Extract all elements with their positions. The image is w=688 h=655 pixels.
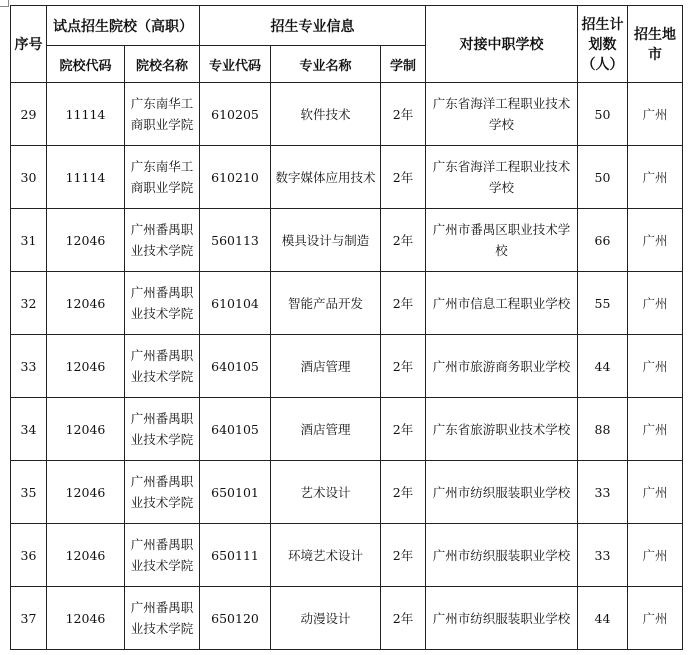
table-row xyxy=(11,272,683,335)
header-pilot-college: 试点招生院校（高职） xyxy=(47,6,200,46)
cell-major-name: 智能产品开发 xyxy=(271,272,381,335)
cell-college-name: 广州番禺职业技术学院 xyxy=(125,209,200,272)
table-row xyxy=(11,398,683,461)
cell-seq: 36 xyxy=(11,524,47,587)
cell-plan: 66 xyxy=(578,209,628,272)
cell-college-code: 12046 xyxy=(47,335,125,398)
header-years: 学制 xyxy=(381,46,426,83)
cell-years: 2年 xyxy=(381,461,426,524)
cell-college-name: 广州番禺职业技术学院 xyxy=(125,272,200,335)
cell-city: 广州 xyxy=(628,146,683,209)
cell-city: 广州 xyxy=(628,587,683,650)
cell-plan: 55 xyxy=(578,272,628,335)
cell-college-name: 广州番禺职业技术学院 xyxy=(125,587,200,650)
cell-college-code: 12046 xyxy=(47,461,125,524)
cell-major-code: 610210 xyxy=(200,146,271,209)
cell-seq: 34 xyxy=(11,398,47,461)
cell-city: 广州 xyxy=(628,524,683,587)
cell-major-name: 艺术设计 xyxy=(271,461,381,524)
header-college-code: 院校代码 xyxy=(47,46,125,83)
cell-years: 2年 xyxy=(381,587,426,650)
cell-major-code: 560113 xyxy=(200,209,271,272)
header-major-name: 专业名称 xyxy=(271,46,381,83)
cell-college-name: 广东南华工商职业学院 xyxy=(125,83,200,146)
cell-college-name: 广州番禺职业技术学院 xyxy=(125,335,200,398)
cell-seq: 32 xyxy=(11,272,47,335)
table-row xyxy=(11,83,683,146)
cell-college-code: 12046 xyxy=(47,524,125,587)
cell-major-code: 610205 xyxy=(200,83,271,146)
table-row xyxy=(11,146,683,209)
cell-partner-school: 广东省海洋工程职业技术学校 xyxy=(426,146,578,209)
cell-city: 广州 xyxy=(628,272,683,335)
cell-major-name: 动漫设计 xyxy=(271,587,381,650)
cell-city: 广州 xyxy=(628,398,683,461)
cell-city: 广州 xyxy=(628,461,683,524)
cell-years: 2年 xyxy=(381,83,426,146)
cell-college-name: 广东南华工商职业学院 xyxy=(125,146,200,209)
cell-major-name: 软件技术 xyxy=(271,83,381,146)
cell-partner-school: 广东省海洋工程职业技术学校 xyxy=(426,83,578,146)
cell-partner-school: 广州市纺织服装职业学校 xyxy=(426,524,578,587)
cell-major-code: 650120 xyxy=(200,587,271,650)
enrollment-table xyxy=(10,5,683,650)
cell-college-code: 12046 xyxy=(47,272,125,335)
cell-partner-school: 广州市纺织服装职业学校 xyxy=(426,587,578,650)
cell-city: 广州 xyxy=(628,83,683,146)
cell-partner-school: 广东省旅游职业技术学校 xyxy=(426,398,578,461)
page-corner-mark xyxy=(0,0,9,7)
cell-seq: 31 xyxy=(11,209,47,272)
cell-years: 2年 xyxy=(381,524,426,587)
cell-partner-school: 广州市番禺区职业技术学校 xyxy=(426,209,578,272)
cell-college-code: 12046 xyxy=(47,587,125,650)
cell-plan: 88 xyxy=(578,398,628,461)
table-row xyxy=(11,209,683,272)
cell-major-name: 数字媒体应用技术 xyxy=(271,146,381,209)
cell-partner-school: 广州市信息工程职业学校 xyxy=(426,272,578,335)
header-seq: 序号 xyxy=(11,6,47,83)
cell-plan: 50 xyxy=(578,146,628,209)
header-major-info: 招生专业信息 xyxy=(200,6,426,46)
cell-city: 广州 xyxy=(628,209,683,272)
cell-seq: 30 xyxy=(11,146,47,209)
cell-major-name: 环境艺术设计 xyxy=(271,524,381,587)
cell-college-name: 广州番禺职业技术学院 xyxy=(125,524,200,587)
cell-college-code: 12046 xyxy=(47,398,125,461)
header-college-name: 院校名称 xyxy=(125,46,200,83)
cell-seq: 37 xyxy=(11,587,47,650)
header-partner-school: 对接中职学校 xyxy=(426,6,578,83)
cell-plan: 44 xyxy=(578,335,628,398)
table-row xyxy=(11,587,683,650)
cell-years: 2年 xyxy=(381,398,426,461)
header-plan: 招生计划数（人） xyxy=(578,6,628,83)
cell-plan: 50 xyxy=(578,83,628,146)
header-city: 招生地市 xyxy=(628,6,683,83)
cell-major-code: 650101 xyxy=(200,461,271,524)
cell-plan: 44 xyxy=(578,587,628,650)
cell-partner-school: 广州市旅游商务职业学校 xyxy=(426,335,578,398)
cell-partner-school: 广州市纺织服装职业学校 xyxy=(426,461,578,524)
cell-seq: 33 xyxy=(11,335,47,398)
cell-years: 2年 xyxy=(381,146,426,209)
header-major-code: 专业代码 xyxy=(200,46,271,83)
cell-college-code: 11114 xyxy=(47,146,125,209)
cell-years: 2年 xyxy=(381,209,426,272)
cell-major-code: 610104 xyxy=(200,272,271,335)
cell-major-name: 酒店管理 xyxy=(271,335,381,398)
cell-city: 广州 xyxy=(628,335,683,398)
table-row xyxy=(11,524,683,587)
cell-college-code: 11114 xyxy=(47,83,125,146)
cell-major-name: 酒店管理 xyxy=(271,398,381,461)
cell-seq: 29 xyxy=(11,83,47,146)
cell-major-code: 640105 xyxy=(200,398,271,461)
cell-college-name: 广州番禺职业技术学院 xyxy=(125,398,200,461)
cell-seq: 35 xyxy=(11,461,47,524)
cell-years: 2年 xyxy=(381,272,426,335)
cell-college-name: 广州番禺职业技术学院 xyxy=(125,461,200,524)
cell-plan: 33 xyxy=(578,461,628,524)
cell-major-code: 650111 xyxy=(200,524,271,587)
cell-major-name: 模具设计与制造 xyxy=(271,209,381,272)
table-row xyxy=(11,461,683,524)
table-row xyxy=(11,335,683,398)
cell-major-code: 640105 xyxy=(200,335,271,398)
cell-plan: 33 xyxy=(578,524,628,587)
cell-college-code: 12046 xyxy=(47,209,125,272)
cell-years: 2年 xyxy=(381,335,426,398)
